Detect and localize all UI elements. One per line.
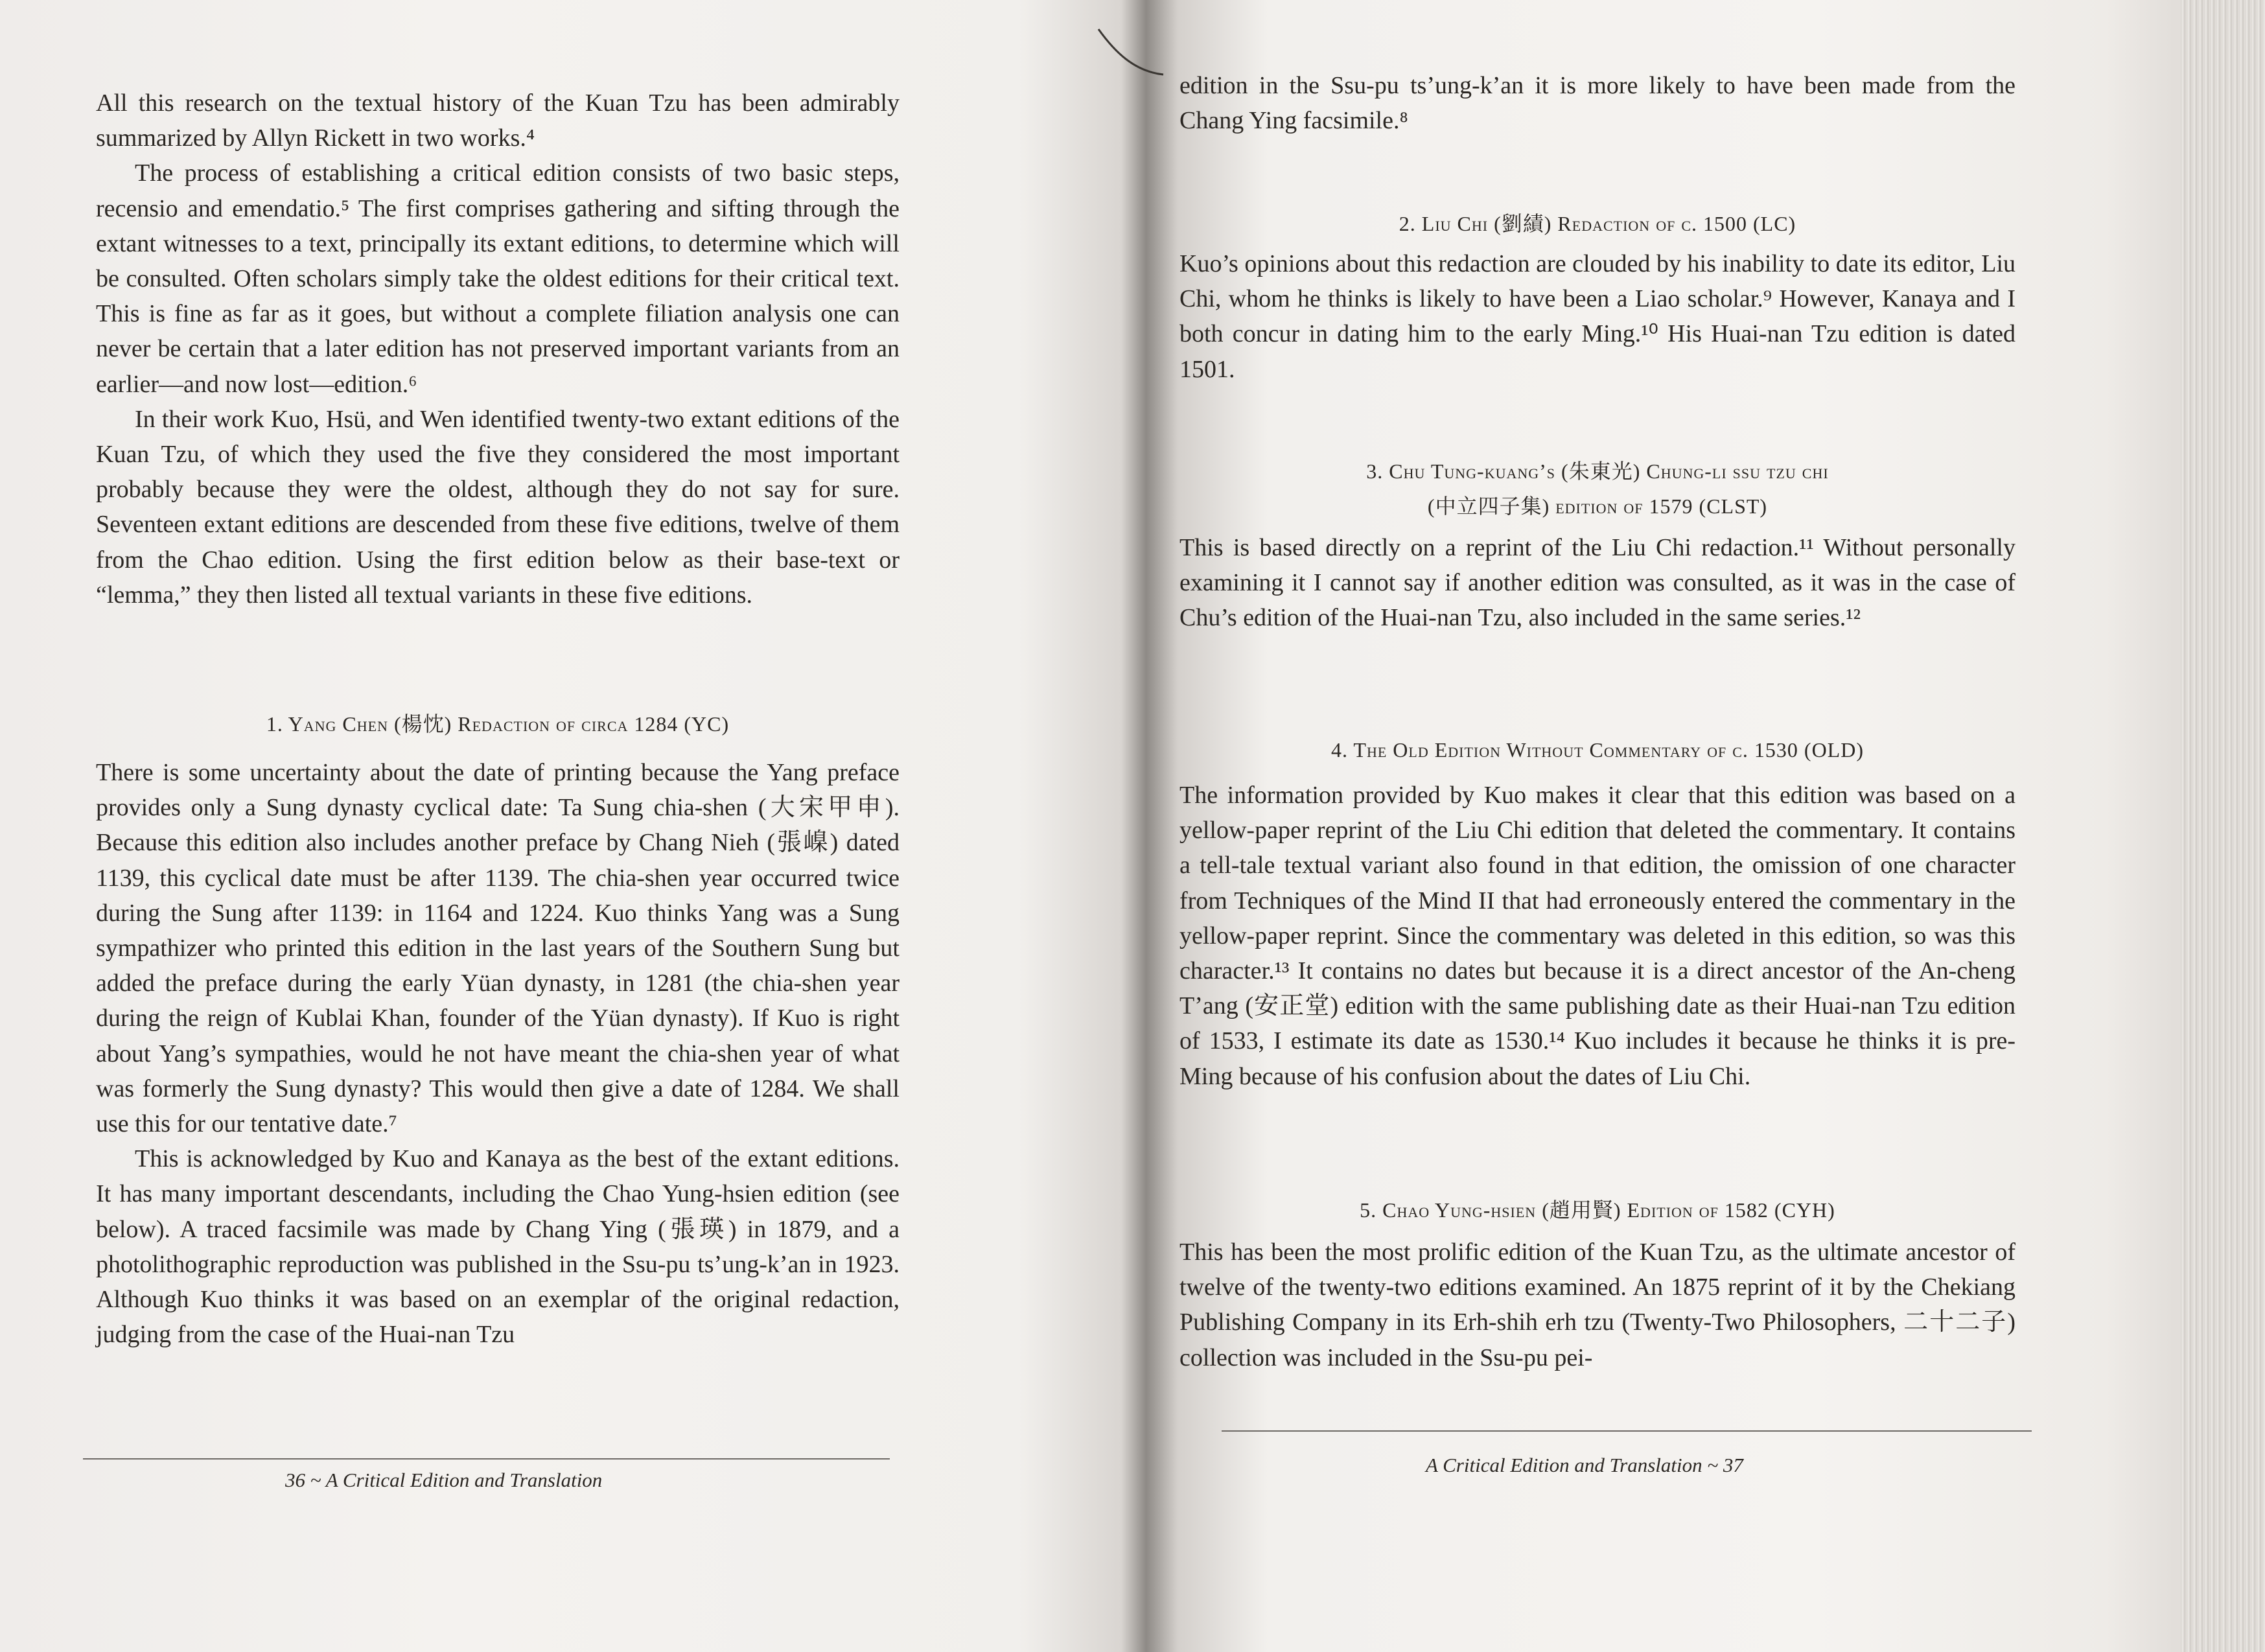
section-heading-old-edition: 4. The Old Edition Without Commentary of c. 1530 (OLD) [1331,738,1864,762]
paragraph-yang-descendants: This is acknowledged by Kuo and Kanaya as the best of the extant editions. It has many important descendants, including the Chao Yung-hsien edition (see below). A traced facsimile was made by Chang Ying (張瑛) in 1879, and a photolithographic reproduction was published in the Ssu-pu ts’ung-k’an in 1923. Although Kuo thinks it was based on an exemplar of the original redaction, judging from the case of the Huai-nan Tzu [96,1145,900,1349]
right-section-5 [1179,1192,2015,1227]
paragraph-chao-yung-hsien: This has been the most prolific edition of the Kuan Tzu, as the ultimate ancestor of twelve of the twenty-two editions examined. An 1875 reprint of it by the Chekiang Publishing Company in its Erh-shih erh tzu (Twenty-Two Philosophers, 二十二子) collection was included in the Ssu-pu pei- [1179,1239,2015,1371]
right-opening [1179,68,2015,138]
right-section-4-body [1179,778,2015,1094]
section-heading-chao-yung-hsien: 5. Chao Yung-hsien (趙用賢) Edition of 1582 (CYH) [1360,1198,1835,1222]
left-section-1 [96,706,900,741]
left-body-continued [96,755,900,1352]
page-folio-right: A Critical Edition and Translation ~ 37 [1426,1454,1743,1476]
section-heading-liu-chi: 2. Liu Chi (劉績) Redaction of c. 1500 (LC) [1399,212,1796,235]
section-heading-yang-chen: 1. Yang Chen (楊忱) Redaction of circa 1284 (YC) [266,712,730,736]
section-heading-chu-tung-kuang-2: (中立四子集) edition of 1579 (CLST) [1427,494,1768,518]
page-folio-left: 36 ~ A Critical Edition and Translation [285,1469,603,1491]
paragraph-liu-chi: Kuo’s opinions about this redaction are clouded by his inability to date its editor, Liu Chi, whom he thinks is likely to have been a Liao scholar.⁹ However, Kanaya and I both concur in dating him to the early Ming.¹⁰ His Huai-nan Tzu edition is dated 1501. [1179,250,2015,383]
left-body [96,86,900,612]
right-section-3 [1179,454,2015,524]
right-section-5-body [1179,1235,2015,1375]
page-edges [2181,0,2265,1652]
right-section-2 [1179,206,2015,241]
page-fold-mark [1095,26,1167,78]
paragraph-chang-ying-facsimile: edition in the Ssu-pu ts’ung-k’an it is more likely to have been made from the Chang Ying facsimile.⁸ [1179,72,2015,135]
paragraph-old-edition: The information provided by Kuo makes it clear that this edition was based on a yellow-paper reprint of the Liu Chi edition that deleted the commentary. It contains a tell-tale textual variant also found in that edition, the omission of one character from Techniques of the Mind II that had erroneously entered the commentary in the yellow-paper reprint. Since the commentary was deleted in this edition, so was this character.¹³ It contains no dates but because it is a direct ancestor of the An-cheng T’ang (安正堂) edition with the same publishing date as their Huai-nan Tzu edition of 1533, I estimate its date as 1530.¹⁴ Kuo includes it because he thinks it is pre-Ming because of his confusion about the dates of Liu Chi. [1179,782,2015,1090]
footer-rule [83,1458,890,1460]
left-page [0,0,1102,1652]
footer-rule [1222,1430,2032,1432]
paragraph-extant-editions: In their work Kuo, Hsü, and Wen identified twenty-two extant editions of the Kuan Tzu, of which they used the five they considered the most important probably because they were the oldest, although they do not say for sure. Seventeen extant editions are descended from these five editions, twelve of them from the Chao edition. Using the first edition below as their base-text or “lemma,” they then listed all textual variants in these five editions. [96,405,900,609]
paragraph-yang-date: There is some uncertainty about the date of printing because the Yang preface provides only a Sung dynasty cyclical date: Ta Sung chia-shen (大宋甲申). Because this edition also includes another preface by Chang Nieh (張嵲) dated 1139, this cyclical date must be after 1139. The chia-shen year occurred twice during the Sung after 1139: in 1164 and 1224. Kuo thinks Yang was a Sung sympathizer who printed this edition in the last years of the Southern Sung but added the preface during the early Yüan dynasty, in 1281 (the chia-shen year during the reign of Kublai Khan, founder of the Yüan dynasty). If Kuo is right about Yang’s sympathies, would he not have meant the chia-shen year of what was formerly the Sung dynasty? This would then give a date of 1284. We shall use this for our tentative date.⁷ [96,759,900,1138]
right-section-4 [1179,732,2015,767]
right-page [1160,0,2184,1652]
paragraph-critical-edition: The process of establishing a critical edition consists of two basic steps, recensio and emendatio.⁵ The first comprises gathering and sifting through the extant witnesses to a text, principally its extant editions, to determine which will be consulted. Often scholars simply take the oldest editions for their critical text. This is fine as far as it goes, but without a complete filiation analysis one can never be certain that a later edition has not preserved important variants from an earlier—and now lost—edition.⁶ [96,159,900,398]
paragraph-clst: This is based directly on a reprint of the Liu Chi redaction.¹¹ Without personally examining it I cannot say if another edition was consulted, as it was in the case of Chu’s edition of the Huai-nan Tzu, also included in the same series.¹² [1179,534,2015,632]
section-heading-chu-tung-kuang: 3. Chu Tung-kuang’s (朱東光) Chung-li ssu tzu chi [1366,460,1829,483]
right-section-2-body [1179,246,2015,387]
right-section-3-body [1179,530,2015,636]
paragraph-rickett: All this research on the textual history of the Kuan Tzu has been admirably summarized by Allyn Rickett in two works.⁴ [96,89,900,152]
